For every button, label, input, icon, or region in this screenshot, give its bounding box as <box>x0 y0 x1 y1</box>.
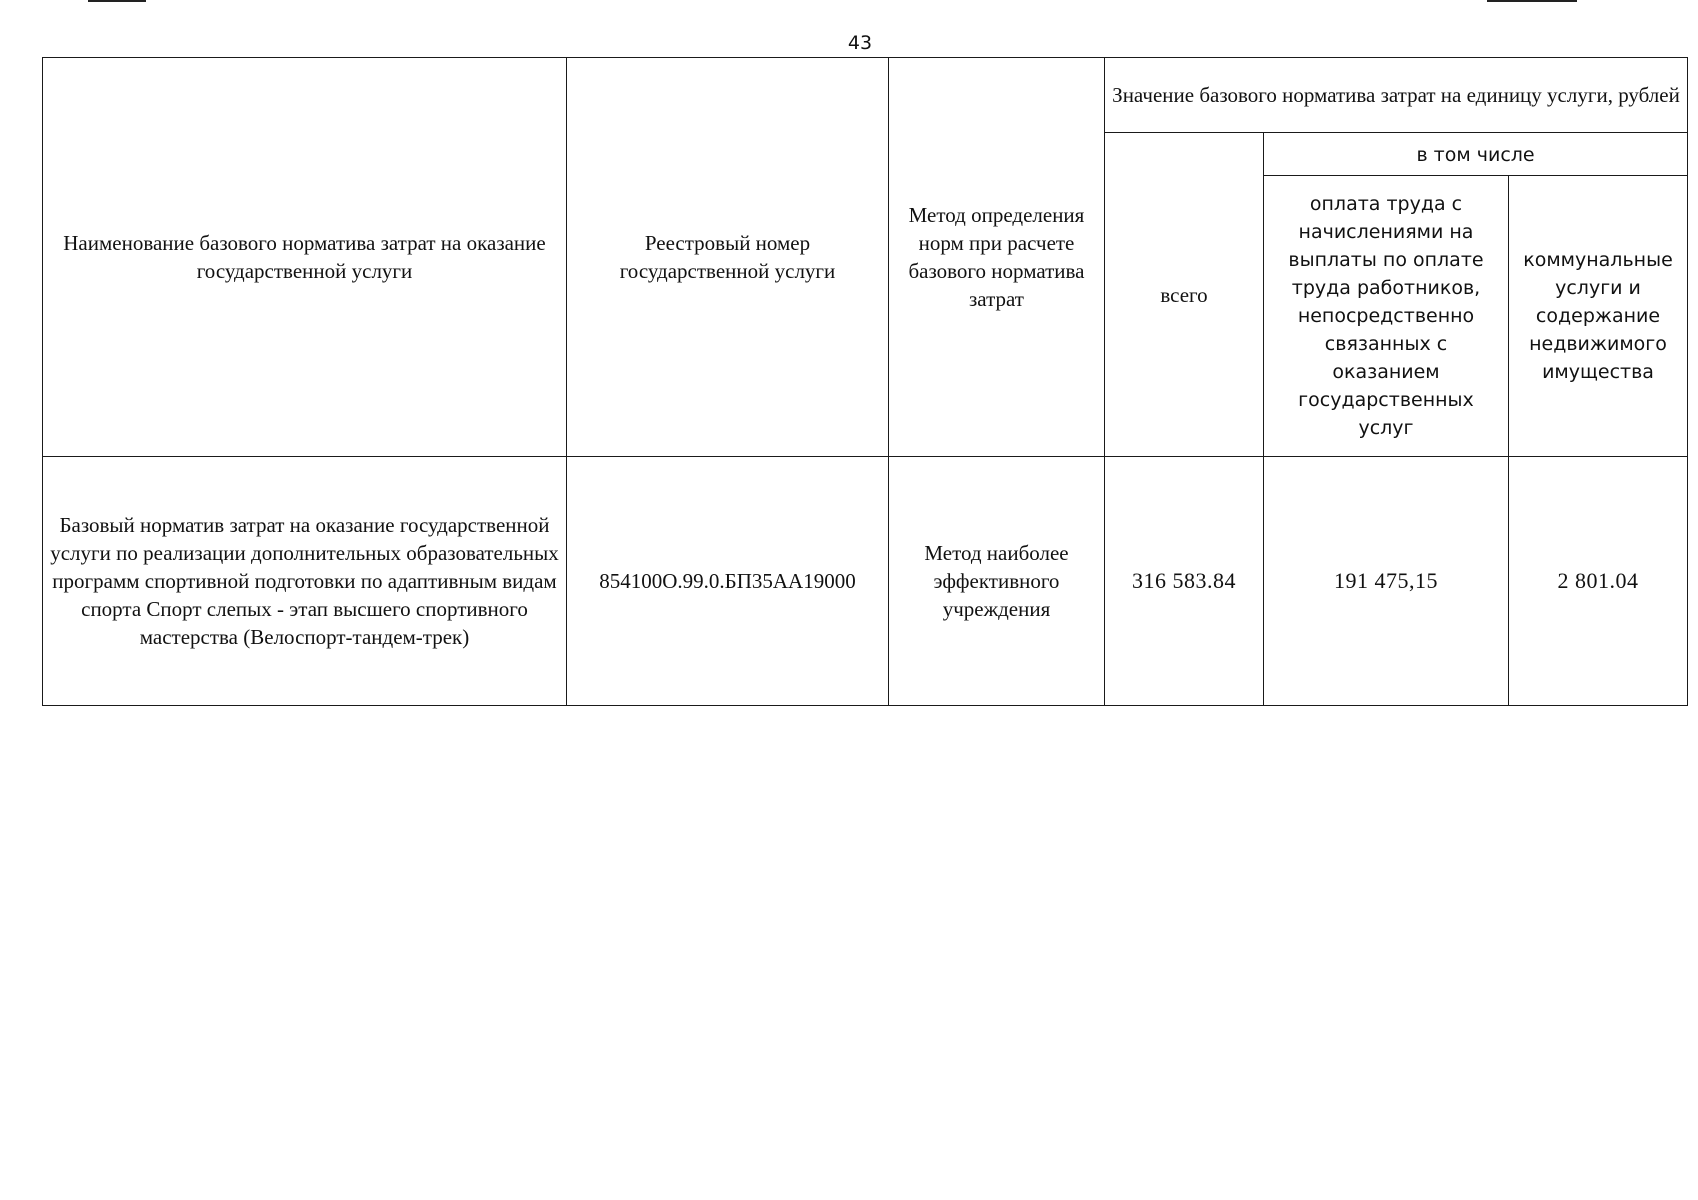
cell-registry: 854100О.99.0.БП35АА19000 <box>567 457 889 706</box>
header-including-label: в том числе <box>1416 143 1535 166</box>
table-row <box>43 457 1688 706</box>
header-total: всего <box>1105 133 1264 457</box>
scan-mark-left <box>88 0 146 2</box>
cost-norm-table <box>42 57 1688 706</box>
header-method-label: Метод определения норм при расчете базового норматива затрат <box>908 203 1085 311</box>
cell-method-label: Метод наиболее эффективного учреждения <box>924 541 1069 621</box>
header-row-1 <box>43 58 1688 133</box>
cell-name: Базовый норматив затрат на оказание государственной услуги по реализации дополнительных образовательных программ спортивной подготовки по адаптивным видам спорта Спорт слепых - этап высшего спортивного мастерства (Велоспорт-тандем-трек) <box>43 457 567 706</box>
cell-utilities: 2 801.04 <box>1509 457 1688 706</box>
header-utilities-label: коммунальные услуги и содержание недвижимого имущества <box>1523 249 1673 383</box>
header-name: Наименование базового норматива затрат на оказание государственной услуги <box>43 58 567 457</box>
header-value-group: Значение базового норматива затрат на единицу услуги, рублей <box>1105 58 1688 133</box>
scan-mark-right <box>1487 0 1577 2</box>
header-salary-label: оплата труда с начислениями на выплаты по оплате труда работников, непосредственно связанных с оказанием государственных услуг <box>1288 193 1484 439</box>
header-salary <box>1264 176 1509 457</box>
header-utilities <box>1509 176 1688 457</box>
header-registry: Реестровый номер государственной услуги <box>567 58 889 457</box>
cell-salary: 191 475,15 <box>1264 457 1509 706</box>
header-including <box>1264 133 1688 176</box>
header-method <box>889 58 1105 457</box>
page-number: 43 <box>847 32 873 54</box>
cell-total: 316 583.84 <box>1105 457 1264 706</box>
cell-method <box>889 457 1105 706</box>
